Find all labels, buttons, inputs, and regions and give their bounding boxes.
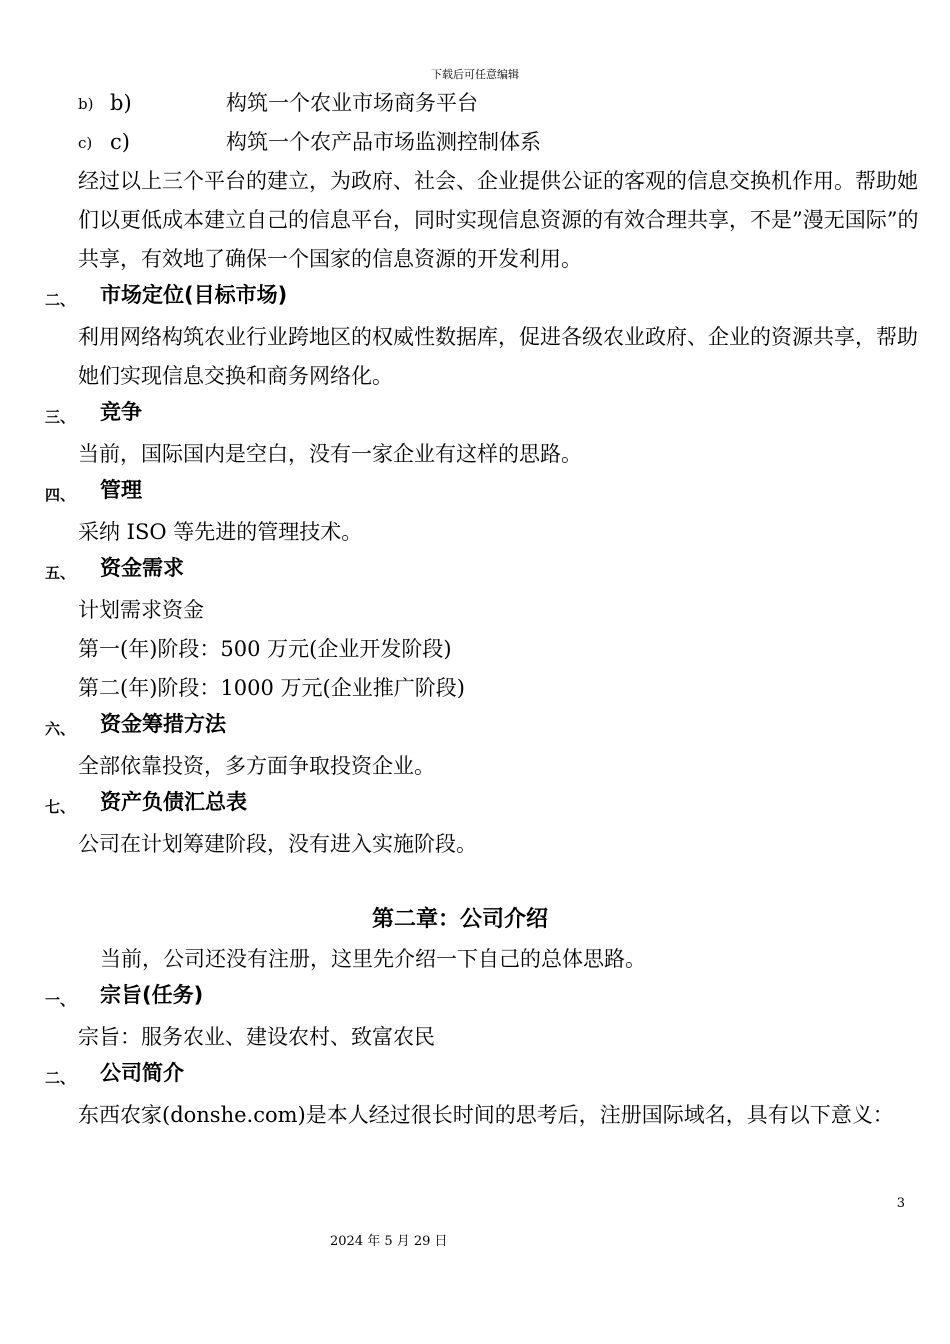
section-body: 利用网络构筑农业行业跨地区的权威性数据库，促进各级农业政府、企业的资源共享，帮助她们实现信息交换和商务网络化。 — [78, 325, 918, 388]
section-body: 采纳 ISO 等先进的管理技术。 — [78, 520, 363, 544]
section-body: 公司在计划筹建阶段，没有进入实施阶段。 — [78, 832, 477, 856]
section-heading: 宗旨(任务) — [100, 983, 204, 1007]
list-sub-marker-c: c) — [110, 130, 130, 154]
list-marker-b: b) — [78, 95, 94, 113]
section-heading: 资金筹措方法 — [100, 712, 226, 736]
funding-line: 第二(年)阶段：1000 万元(企业推广阶段) — [78, 676, 465, 700]
section-body: 当前，国际国内是空白，没有一家企业有这样的思路。 — [78, 442, 582, 466]
section-number: 五、 — [45, 564, 76, 582]
section-number: 二、 — [45, 291, 76, 309]
list-sub-marker-b: b) — [110, 91, 132, 115]
section-number: 三、 — [45, 408, 76, 426]
section-heading: 管理 — [100, 478, 142, 502]
page-header: 下载后可任意编辑 — [431, 68, 519, 81]
section-body: 东西农家(donshe.com)是本人经过很长时间的思考后，注册国际域名，具有以下意义： — [78, 1103, 894, 1127]
list-marker-c: c) — [78, 134, 93, 152]
section-heading: 资金需求 — [100, 556, 184, 580]
list-item-text-c: 构筑一个农产品市场监测控制体系 — [226, 130, 541, 154]
page-number: 3 — [896, 1196, 905, 1211]
list-item-text-b: 构筑一个农业市场商务平台 — [226, 91, 478, 115]
section-number: 二、 — [45, 1069, 76, 1087]
section-body: 宗旨：服务农业、建设农村、致富农民 — [78, 1025, 435, 1049]
intro-paragraph: 经过以上三个平台的建立，为政府、社会、企业提供公证的客观的信息交换机作用。帮助她们以更低成本建立自己的信息平台，同时实现信息资源的有效合理共享，不是”漫无国际”的共享，有效地了确保一个国家的信息资源的开发利用。 — [78, 169, 919, 271]
section-number: 七、 — [45, 798, 76, 816]
section-number: 一、 — [45, 991, 76, 1009]
funding-line: 第一(年)阶段：500 万元(企业开发阶段) — [78, 637, 452, 661]
section-heading: 市场定位(目标市场) — [100, 283, 288, 307]
section-body: 全部依靠投资，多方面争取投资企业。 — [78, 754, 435, 778]
chapter-intro: 当前，公司还没有注册，这里先介绍一下自己的总体思路。 — [100, 947, 646, 971]
section-heading: 资产负债汇总表 — [100, 790, 247, 814]
section-number: 四、 — [45, 486, 76, 504]
funding-line: 计划需求资金 — [78, 598, 204, 622]
section-heading: 公司简介 — [100, 1061, 184, 1085]
footer-date: 2024 年 5 月 29 日 — [330, 1234, 448, 1249]
section-number: 六、 — [45, 720, 76, 738]
chapter-title: 第二章：公司介绍 — [371, 907, 548, 932]
section-heading: 竞争 — [100, 400, 142, 424]
